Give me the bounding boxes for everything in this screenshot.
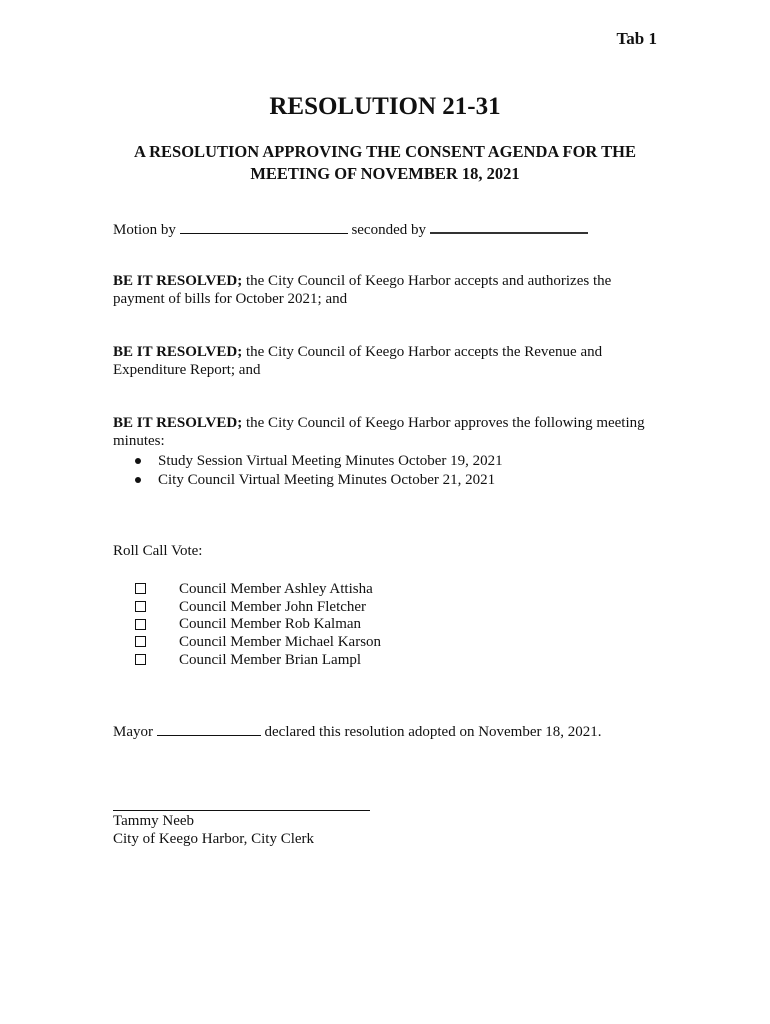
- clerk-title: City of Keego Harbor, City Clerk: [113, 831, 315, 847]
- checkbox-icon[interactable]: [135, 636, 146, 647]
- clause-minutes: [113, 414, 658, 490]
- checkbox-icon[interactable]: [135, 601, 146, 612]
- list-item: [135, 651, 381, 669]
- checkbox-icon[interactable]: [135, 654, 146, 665]
- council-member-name: Council Member Rob Kalman: [179, 616, 362, 633]
- resolution-title: RESOLUTION 21-31: [269, 93, 501, 120]
- checkbox-icon[interactable]: [135, 583, 146, 594]
- clause-lead: BE IT RESOLVED;: [113, 273, 243, 289]
- seconded-by-blank: [430, 219, 588, 234]
- list-item: [135, 615, 381, 633]
- checkbox-icon[interactable]: [135, 619, 146, 630]
- minutes-list: [113, 452, 658, 490]
- motion-line: [113, 219, 588, 239]
- council-member-name: Council Member Michael Karson: [179, 633, 382, 650]
- signature-line: [113, 810, 370, 811]
- clause-revenue-report: [113, 343, 658, 379]
- roll-call-list: [135, 580, 381, 668]
- clause-text: the City Council of Keego Harbor accepts and authorizes the payment of bills for October 2021; and: [113, 273, 612, 307]
- resolution-subtitle: A RESOLUTION APPROVING THE CONSENT AGENDA FOR THE MEETING OF NOVEMBER 18, 2021: [134, 142, 636, 183]
- clause-lead: BE IT RESOLVED;: [113, 415, 243, 431]
- clerk-signature-block: [113, 812, 314, 848]
- roll-call-label: Roll Call Vote:: [113, 543, 203, 559]
- list-item: [135, 633, 381, 651]
- list-item: [135, 471, 658, 490]
- clerk-name: Tammy Neeb: [113, 813, 195, 829]
- clause-bills: [113, 272, 658, 308]
- seconded-by-label: seconded by: [351, 222, 426, 238]
- mayor-blank: [157, 722, 261, 736]
- list-item: [135, 580, 381, 598]
- clause-lead: BE IT RESOLVED;: [113, 344, 243, 360]
- tab-label: Tab 1: [616, 29, 657, 48]
- minutes-item: City Council Virtual Meeting Minutes October 21, 2021: [158, 472, 496, 488]
- mayor-declaration: [113, 722, 602, 741]
- mayor-suffix: declared this resolution adopted on November 18, 2021.: [264, 724, 602, 740]
- bullet-icon: [135, 477, 141, 483]
- list-item: [135, 598, 381, 616]
- council-member-name: Council Member John Fletcher: [179, 598, 367, 615]
- clause-text: the City Council of Keego Harbor accepts the Revenue and Expenditure Report; and: [113, 344, 603, 378]
- clause-text: the City Council of Keego Harbor approves the following meeting minutes:: [113, 415, 645, 449]
- mayor-prefix: Mayor: [113, 724, 153, 740]
- bullet-icon: [135, 458, 141, 464]
- council-member-name: Council Member Brian Lampl: [179, 651, 362, 668]
- council-member-name: Council Member Ashley Attisha: [179, 580, 373, 597]
- list-item: [135, 452, 658, 471]
- motion-by-label: Motion by: [113, 222, 176, 238]
- motion-by-blank: [180, 220, 348, 234]
- minutes-item: Study Session Virtual Meeting Minutes October 19, 2021: [158, 453, 503, 469]
